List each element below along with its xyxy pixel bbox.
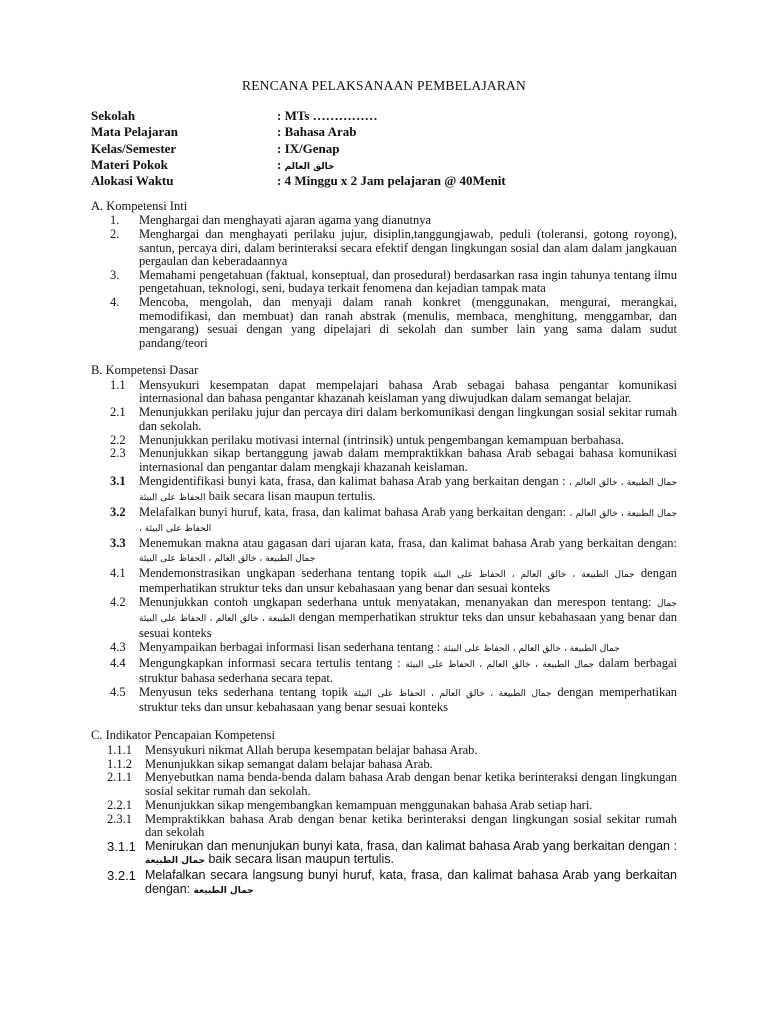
item-number: 2.2.1 xyxy=(107,797,132,812)
arabic-text: جمال الطبيعة ، خالق العالم ، الحفاظ على البيئة xyxy=(405,659,595,670)
list-item xyxy=(91,596,677,640)
section-a-title: A. Kompetensi Inti xyxy=(91,199,188,213)
item-text: Melafalkan secara langsung bunyi huruf, kata, frasa, dan kalimat bahasa Arab yang berkaitan dengan: xyxy=(145,868,677,896)
arabic-text: جمال الطبيعة ، خالق العالم ، الحفاظ على البيئة xyxy=(353,688,552,699)
list-item xyxy=(91,296,677,350)
item-text: Menghargai dan menghayati ajaran agama yang dianutnya xyxy=(139,213,432,228)
list-item xyxy=(91,799,677,812)
item-text: Menunjukkan sikap semangat dalam belajar bahasa Arab. xyxy=(145,756,433,771)
list-item xyxy=(91,567,677,596)
item-number: 4.3 xyxy=(110,639,126,654)
item-text: Menunjukkan contoh ungkapan sederhana untuk menyatakan, menanyakan dan merespon tentang: xyxy=(139,594,652,609)
list-item xyxy=(91,657,677,686)
info-value: : Bahasa Arab xyxy=(277,124,357,140)
item-number: 3.1 xyxy=(110,473,126,488)
item-text-continued: dalam berbagai struktur bahasa sederhana secara tepat. xyxy=(139,655,677,685)
item-number: 2.2 xyxy=(110,432,126,447)
list-item xyxy=(91,869,677,898)
info-label: Kelas/Semester xyxy=(91,140,177,156)
kompetensi-dasar-list xyxy=(91,379,677,715)
list-item xyxy=(91,269,677,296)
item-number: 1. xyxy=(110,213,120,228)
item-number: 3.2.1 xyxy=(107,868,136,884)
item-number: 1.1.2 xyxy=(107,756,132,771)
identity-table xyxy=(91,108,691,189)
item-number: 1.1 xyxy=(110,377,126,392)
list-item xyxy=(91,475,677,506)
item-number: 3. xyxy=(110,268,120,283)
info-label: Sekolah xyxy=(91,108,136,123)
item-text-continued: dengan memperhatikan struktur teks dan unsur kebahasaan yang benar dan sesuai konteks xyxy=(139,565,677,596)
item-number: 4. xyxy=(110,295,120,310)
item-number: 3.2 xyxy=(110,505,126,520)
item-text: Mengidentifikasi bunyi kata, frasa, dan kalimat bahasa Arab yang berkaitan dengan : xyxy=(139,473,566,488)
item-text: Mencoba, mengolah, dan menyaji dalam ranah konkret (menggunakan, mengurai, merangkai, memodifikasi, dan membuat) dan ranah abstrak (menulis, membaca, menghitung, menggambar, dan mengarang) sesuai dengan yang dipelajari di sekolah dan sumber lain yang sama dalam sudut pandang/teori xyxy=(139,295,677,350)
item-text-continued: baik secara lisan maupun tertulis. xyxy=(204,852,394,867)
info-row-kelas-semester xyxy=(91,141,691,157)
section-c-title: C. Indikator Pencapaian Kompetensi xyxy=(91,728,275,743)
indikator-list xyxy=(91,744,677,898)
arabic-text: جمال الطبيعة ، خالق العالم ، الحفاظ على البيئة xyxy=(432,569,635,580)
list-item xyxy=(91,434,677,447)
list-item xyxy=(91,758,677,771)
item-text-continued: dengan memperhatikan struktur teks dan unsur kebahasaan yang benar sesuai konteks xyxy=(139,684,678,715)
item-number: 4.5 xyxy=(110,684,126,699)
item-text: Memahami pengetahuan (faktual, konseptual, dan prosedural) berdasarkan rasa ingin tahunya tentang ilmu pengetahuan, teknologi, seni, budaya terkait fenomena dan kejadian tampak mata xyxy=(139,268,677,296)
info-value: : 4 Minggu x 2 Jam pelajaran @ 40Menit xyxy=(277,173,506,189)
item-number: 2.1.1 xyxy=(107,770,132,785)
section-gap xyxy=(91,715,677,729)
info-label: Mata Pelajaran xyxy=(91,124,179,140)
item-text: Melafalkan bunyi huruf, kata, frasa, dan kalimat bahasa Arab yang berkaitan dengan: xyxy=(139,505,567,520)
document-body xyxy=(91,200,677,899)
item-number: 2.1 xyxy=(110,405,126,420)
arabic-text: جمال الطبيعة ، خالق العالم ، الحفاظ على البيئة xyxy=(139,553,316,564)
item-text-continued: baik secara lisan maupun tertulis. xyxy=(205,489,376,504)
list-item xyxy=(91,686,677,715)
item-text: Menunjukkan sikap bertanggung jawab dalam mempraktikkan bahasa Arab sebagai bahasa komunikasi internasional dan pengantar dalam mengkaji khazanah keislaman. xyxy=(139,446,677,474)
list-item xyxy=(91,506,677,537)
item-text: Mempraktikkan bahasa Arab dengan benar ketika berinteraksi dengan lingkungan sosial sekitar rumah dan sekolah xyxy=(145,811,677,840)
section-b-title: B. Kompetensi Dasar xyxy=(91,363,199,378)
arabic-text: جمال الطبيعة ، خالق العالم ، الحفاظ على البيئة ، xyxy=(139,509,678,535)
item-number: 2. xyxy=(110,227,120,242)
item-text: Menghargai dan menghayati perilaku jujur, disiplin,tanggungjawab, peduli (toleransi, gotong royong), santun, percaya diri, dalam berinteraksi secara efektif dengan lingkungan sosial dan alam dalam jangkauan pergaulan dan keberadaannya xyxy=(139,227,677,269)
list-item xyxy=(91,214,677,227)
info-value xyxy=(277,157,334,175)
info-label: Materi Pokok xyxy=(91,156,168,172)
list-item xyxy=(91,840,677,869)
item-text: Mensyukuri kesempatan dapat mempelajari bahasa Arab sebagai bahasa pengantar komunikasi internasional dan bahasa pengantar khazanah keislaman yang diwujudkan dalam semangat belajar. xyxy=(139,377,677,406)
arabic-text: جمال الطبيعة xyxy=(193,885,254,896)
document-title: RENCANA PELAKSANAAN PEMBELAJARAN xyxy=(242,78,526,93)
kompetensi-inti-list xyxy=(91,214,677,350)
item-text: Mendemonstrasikan ungkapan sederhana tentang topik xyxy=(139,565,427,580)
info-row-alokasi-waktu xyxy=(91,173,691,189)
item-text-continued: dengan memperhatikan struktur teks dan unsur kebahasaan yang benar dan sesuai konteks xyxy=(139,610,677,640)
list-item xyxy=(91,447,677,474)
item-text: Mensyukuri nikmat Allah berupa kesempatan belajar bahasa Arab. xyxy=(145,742,478,757)
arabic-text: جمال الطبيعة ، خالق العالم ، الحفاظ على البيئة xyxy=(139,477,678,504)
list-item xyxy=(91,537,677,566)
list-item xyxy=(91,379,677,406)
list-item xyxy=(91,228,677,268)
item-text: Mengungkapkan informasi secara tertulis tentang : xyxy=(139,655,401,670)
item-text: Menyampaikan berbagai informasi lisan sederhana tentang : xyxy=(139,639,441,654)
list-item xyxy=(91,641,677,656)
item-text: Menyebutkan nama benda-benda dalam bahasa Arab dengan benar ketika berinteraksi dengan lingkungan sosial sekitar rumah dan sekolah. xyxy=(145,770,677,798)
item-text: Menunjukkan sikap mengembangkan kemampuan menggunakan bahasa Arab setiap hari. xyxy=(145,797,593,812)
item-number: 1.1.1 xyxy=(107,742,132,757)
item-number: 3.3 xyxy=(110,536,126,551)
item-text: Menirukan dan menunjukan bunyi kata, frasa, dan kalimat bahasa Arab yang berkaitan dengan : xyxy=(145,838,677,853)
item-text: Menunjukkan perilaku motivasi internal (intrinsik) untuk pengembangan kemampuan berbahasa. xyxy=(139,432,624,447)
item-text: Menyusun teks sederhana tentang topik xyxy=(139,684,348,699)
item-number: 2.3 xyxy=(110,446,126,461)
info-row-materi-pokok xyxy=(91,157,691,173)
info-value: : MTs …………… xyxy=(277,108,378,123)
item-number: 2.3.1 xyxy=(107,811,132,826)
item-number: 4.2 xyxy=(110,594,126,609)
info-value-prefix: : xyxy=(277,156,285,172)
list-item xyxy=(91,813,677,840)
arabic-text: جمال الطبيعة xyxy=(145,856,205,867)
info-row-sekolah xyxy=(91,108,691,124)
list-item xyxy=(91,406,677,433)
arabic-text: خالق العالم xyxy=(284,161,335,172)
arabic-text: جمال الطبيعة ، خالق العالم ، الحفاظ على البيئة xyxy=(443,643,620,654)
section-gap xyxy=(91,350,677,364)
info-row-mata-pelajaran xyxy=(91,124,691,140)
item-text: Menemukan makna atau gagasan dari ujaran kata, frasa, dan kalimat bahasa Arab yang berkaitan dengan: xyxy=(139,536,677,551)
item-number: 3.1.1 xyxy=(107,838,136,854)
info-label: Alokasi Waktu xyxy=(91,173,174,189)
list-item xyxy=(91,744,677,757)
arabic-text: جمال الطبيعة ، خالق العالم ، الحفاظ على البيئة xyxy=(139,598,677,625)
item-number: 4.1 xyxy=(110,565,126,580)
info-value: : IX/Genap xyxy=(277,140,340,156)
list-item xyxy=(91,771,677,798)
item-text: Menunjukkan perilaku jujur dan percaya diri dalam berkomunikasi dengan lingkungan sosial sekitar rumah dan sekolah. xyxy=(139,405,677,433)
item-number: 4.4 xyxy=(110,655,126,670)
